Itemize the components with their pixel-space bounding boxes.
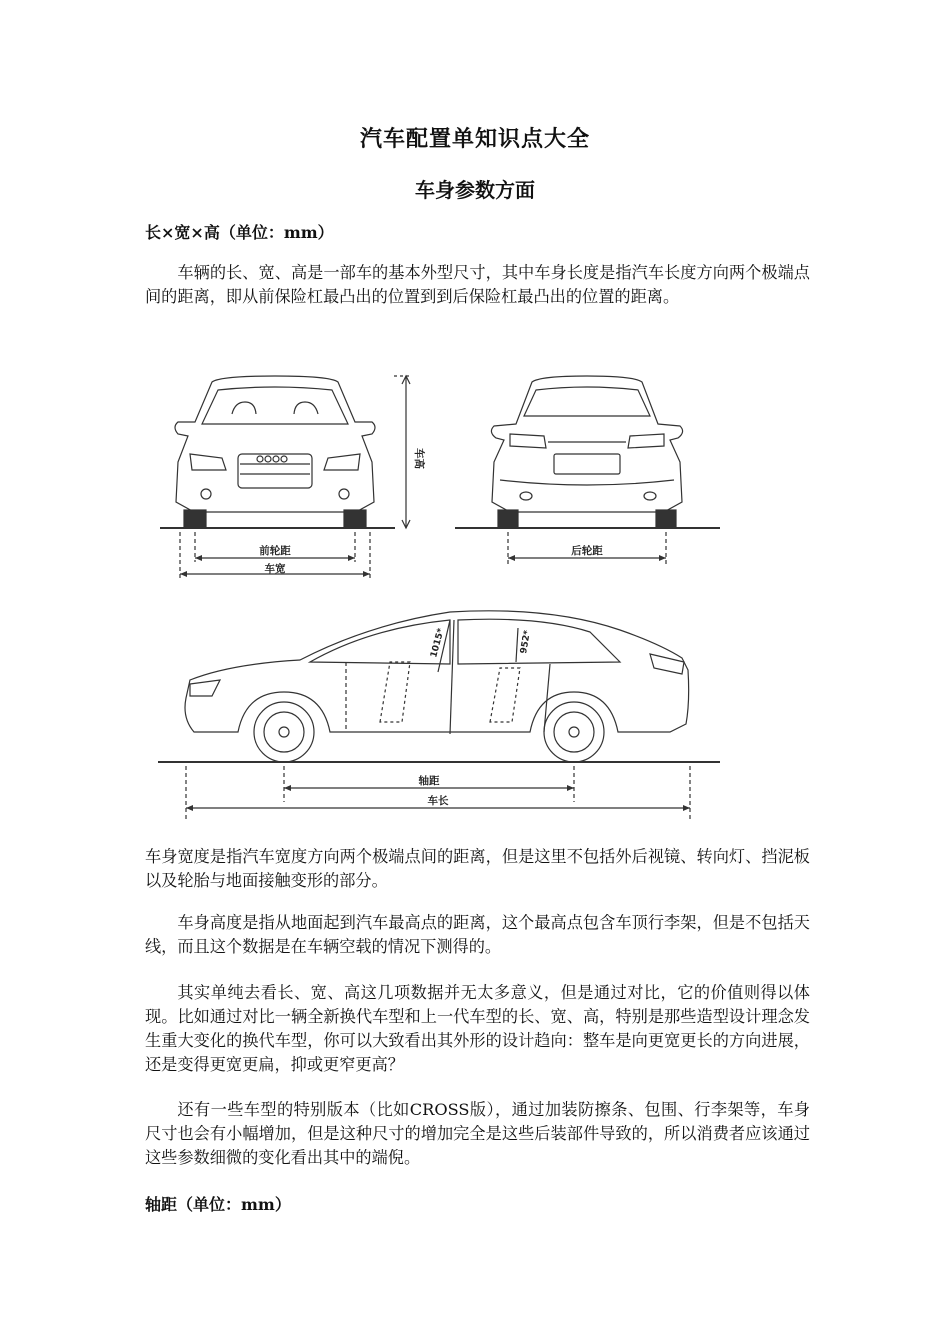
label-dim-rear: 952* [519,629,534,655]
paragraph-length: 车辆的长、宽、高是一部车的基本外型尺寸，其中车身长度是指汽车长度方向两个极端点间的距离，即从前保险杠最凸出的位置到到后保险杠最凸出的位置的距离。 [145,263,810,306]
label-rear-track: 后轮距 [571,545,603,557]
heading-dimensions: 长×宽×高（单位：mm） [145,223,334,242]
paragraph-height: 车身高度是指从地面起到汽车最高点的距离，这个最高点包含车顶行李架，但是不包括天线，而且这个数据是在车辆空载的情况下测得的。 [145,913,810,956]
car-dimension-diagram [150,362,730,822]
paragraph-special-version: 还有一些车型的特别版本（比如CROSS版），通过加装防擦条、包围、行李架等，车身尺寸也会有小幅增加，但是这种尺寸的增加完全是这些后装部件导致的，所以消费者应该通过这些参数细微的变化看出其中的端倪。 [145,1100,810,1167]
label-width: 车宽 [264,563,286,575]
heading-wheelbase: 轴距（单位：mm） [145,1195,291,1214]
document-title: 汽车配置单知识点大全 [359,126,590,152]
label-length: 车长 [427,795,449,807]
section-subtitle: 车身参数方面 [415,178,535,202]
label-height: 车高 [413,448,425,469]
paragraph-comparison: 其实单纯去看长、宽、高这几项数据并无太多意义，但是通过对比，它的价值则得以体现。比如通过对比一辆全新换代车型和上一代车型的长、宽、高，特别是那些造型设计理念发生重大变化的换代车型，你可以大致看出其外形的设计趋向：整车是向更宽更长的方向进展，还是变得更宽更扁，抑或更窄更高？ [145,983,810,1074]
label-wheelbase: 轴距 [418,775,440,787]
label-dim-front: 1015* [429,627,447,659]
paragraph-width: 车身宽度是指汽车宽度方向两个极端点间的距离，但是这里不包括外后视镜、转向灯、挡泥板以及轮胎与地面接触变形的部分。 [145,847,810,890]
car-rear-view [455,376,720,566]
label-front-track: 前轮距 [259,545,291,557]
